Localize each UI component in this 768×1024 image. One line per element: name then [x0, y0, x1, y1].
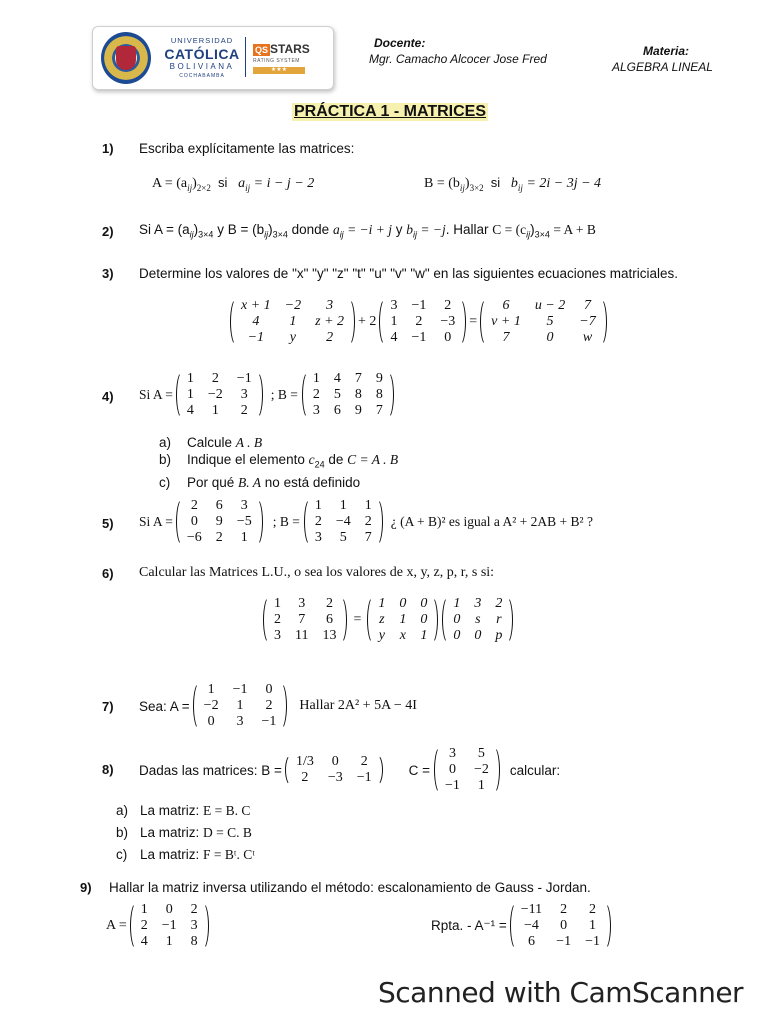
problem-7-matrix-a	[193, 682, 288, 730]
matrix-cell: 4	[140, 934, 148, 949]
matrix-cell: −4	[524, 918, 539, 933]
matrix-cell: 6	[527, 934, 535, 949]
problem-8-matrix-b	[285, 754, 383, 786]
matrix-cell: 3	[312, 403, 320, 418]
matrix-cell: 3	[240, 498, 248, 513]
matrix-cell: 1	[399, 612, 407, 627]
matrix-cell: 13	[322, 628, 337, 643]
matrix-cell: 1	[378, 596, 386, 611]
problem-6-matrix-1	[263, 596, 347, 644]
problem-4-items	[159, 434, 398, 491]
matrix-cell: z	[379, 612, 385, 627]
matrix-cell: 1	[589, 918, 597, 933]
matrix-cell: 3	[474, 596, 482, 611]
matrix-cell: 2	[415, 314, 423, 329]
problem-5-matrix-a	[176, 498, 263, 546]
problem-6-number: 6)	[102, 566, 114, 581]
problem-8-items	[116, 800, 255, 866]
matrix-cell: −6	[186, 530, 202, 545]
matrix-cell: 1	[390, 314, 398, 329]
matrix-cell: −3	[440, 314, 456, 329]
matrix-cell: −11	[520, 902, 543, 917]
problem-4-matrices: Si A = 1 2 −1 1 −2 3 4 1 2 ; B = 1 4 7 9 2 5 8 8 3 6 9 7	[139, 371, 394, 419]
matrix-cell: z + 2	[315, 314, 345, 329]
matrix-cell: −1	[261, 714, 277, 729]
logo-divider	[245, 37, 246, 77]
problem-2-text: Si $A = (a_{ij})_{3\times 4}$ y $B = (b_{ij})_{3\times 4}$ donde $a_{ij} = -i + j$ y $b_{ij} = -j$. Hallar $C = (c_{ij})_{3\times 4} = A + B$	[139, 222, 596, 240]
matrix-cell: −1	[232, 682, 248, 697]
university-logo	[92, 26, 334, 90]
matrix-cell: −1	[161, 918, 177, 933]
problem-9-text: Hallar la matriz inversa utilizando el método: escalonamiento de Gauss - Jordan.	[109, 880, 591, 895]
problem-5-number: 5)	[102, 516, 114, 531]
matrix-cell: 0	[453, 628, 461, 643]
matrix-cell: 7	[375, 403, 383, 418]
matrix-cell: 7	[502, 330, 510, 345]
matrix-cell: 4	[252, 314, 260, 329]
matrix-cell: 2	[215, 530, 223, 545]
problem-8-matrix-c	[434, 746, 500, 794]
matrix-cell: 9	[354, 403, 362, 418]
matrix-cell: 0	[331, 754, 339, 769]
matrix-cell: r	[496, 612, 502, 627]
matrix-cell: 1	[339, 498, 347, 513]
problem-6-matrix-l	[367, 596, 438, 644]
matrix-cell: 3	[326, 298, 334, 313]
matrix-cell: 0	[546, 330, 554, 345]
matrix-cell: −1	[585, 934, 600, 949]
camscanner-watermark: Scanned with CamScanner	[378, 976, 744, 1009]
matrix-cell: 1	[420, 628, 428, 643]
problem-4-matrix-a	[176, 371, 263, 419]
matrix-cell: 5	[477, 746, 485, 761]
matrix-cell: −3	[327, 770, 343, 785]
docente-name: Mgr. Camacho Alcocer Jose Fred	[369, 52, 547, 66]
matrix-cell: 9	[375, 371, 383, 386]
matrix-cell: 7	[584, 298, 591, 313]
matrix-cell: 0	[444, 330, 452, 345]
problem-9-number: 9)	[80, 880, 92, 895]
matrix-cell: 2	[364, 514, 372, 529]
problem-5-matrices: Si A = 2 6 3 0 9 −5 −6 2 1 ; B = 1 1 1 2 −4 2 3 5 7 ¿ (A + B)² es igual a A² + 2AB + B² ?	[139, 498, 593, 545]
matrix-cell: 5	[339, 530, 347, 545]
matrix-cell: 6	[325, 612, 333, 627]
matrix-cell: −2	[207, 387, 223, 402]
matrix-cell: 7	[298, 612, 306, 627]
matrix-cell: 0	[207, 714, 215, 729]
problem-1-matrix-a: $A = (a_{ij})_{2\times 2}$ si $a_{ij} = i - j - 2$	[152, 175, 315, 193]
problem-6-matrix-u	[442, 596, 513, 644]
matrix-cell: 3	[390, 298, 398, 313]
matrix-cell: y	[289, 330, 296, 345]
matrix-cell: 0	[399, 596, 407, 611]
materia-label: Materia:	[643, 44, 690, 58]
problem-7-number: 7)	[102, 699, 114, 714]
matrix-cell: −4	[335, 514, 351, 529]
matrix-cell: s	[475, 612, 481, 627]
matrix-cell: 1	[236, 698, 244, 713]
matrix-cell: 2	[326, 330, 334, 345]
problem-9-inverse-matrix	[510, 902, 611, 950]
problem-3-equation: x + 1 −2 3 4 1 z + 2 −1 y 2 + 2 3 −1 2 1 2 −3 4 −1 0 = 6 u − 2 7 v + 1 5 −7 7 0 w	[230, 298, 607, 346]
matrix-cell: 1	[186, 371, 194, 386]
matrix-cell: 0	[448, 762, 456, 777]
matrix-cell: 1	[289, 314, 297, 329]
matrix-cell: 3	[298, 596, 306, 611]
matrix-cell: 8	[190, 934, 198, 949]
matrix-cell: −1	[356, 770, 372, 785]
matrix-cell: 1	[207, 682, 215, 697]
problem-3-matrix-2	[379, 298, 466, 346]
matrix-cell: 3	[236, 714, 244, 729]
matrix-cell: −2	[203, 698, 219, 713]
list-item: a) La matriz: E = B. C	[116, 803, 251, 818]
problem-8-matrices: Dadas las matrices: B = 1/3 0 2 2 −3 −1 C = 3 5 0 −2 −1 1 calcular:	[139, 746, 561, 793]
matrix-cell: u − 2	[534, 298, 566, 313]
matrix-cell: −1	[236, 371, 252, 386]
matrix-cell: 6	[502, 298, 510, 313]
problem-9-matrix-a	[130, 902, 209, 950]
matrix-cell: 7	[364, 530, 372, 545]
matrix-cell: −1	[411, 330, 427, 345]
matrix-cell: −2	[473, 762, 489, 777]
matrix-cell: 0	[165, 902, 173, 917]
list-item: c) La matriz: F = Bᵗ. Cᵗ	[116, 847, 255, 862]
matrix-cell: 1	[453, 596, 461, 611]
matrix-cell: 3	[240, 387, 248, 402]
matrix-cell: y	[378, 628, 385, 643]
matrix-cell: 4	[186, 403, 194, 418]
matrix-cell: 0	[560, 918, 568, 933]
matrix-cell: 1	[274, 596, 281, 611]
problem-1-matrix-b: $B = (b_{ij})_{3\times 2}$ si $b_{ij} = 2i - 3j - 4$	[424, 175, 602, 193]
matrix-cell: v + 1	[491, 314, 521, 329]
problem-4-matrix-b	[302, 371, 394, 419]
matrix-cell: 4	[390, 330, 398, 345]
matrix-cell: 2	[190, 902, 198, 917]
matrix-cell: 5	[546, 314, 554, 329]
problem-3-text: Determine los valores de "x" "y" "z" "t" "u" "v" "w" en las siguientes ecuaciones matriciales.	[139, 266, 679, 281]
page-title: PRÁCTICA 1 - MATRICES	[294, 103, 486, 120]
matrix-cell: 1	[211, 403, 219, 418]
university-seal-icon	[101, 32, 151, 84]
problem-1-text: Escriba explícitamente las matrices:	[139, 141, 355, 156]
matrix-cell: 1	[312, 371, 320, 386]
matrix-cell: −1	[247, 330, 265, 345]
matrix-cell: 2	[325, 596, 333, 611]
matrix-cell: 7	[354, 371, 362, 386]
matrix-cell: 3	[448, 746, 456, 761]
matrix-cell: 1	[314, 498, 322, 513]
problem-7-matrix: Sea: A = 1 −1 0 −2 1 2 0 3 −1 Hallar 2A² + 5A − 4I	[139, 682, 417, 729]
matrix-cell: 2	[312, 387, 320, 402]
matrix-cell: 2	[444, 298, 452, 313]
problem-6-equation: 1 3 2 2 7 6 3 11 13 = 1 0 0 z 1 0 y x 1 1 3 2 0 s r 0 0 p	[263, 596, 513, 644]
matrix-cell: 1/3	[295, 754, 314, 769]
matrix-cell: −1	[556, 934, 572, 949]
problem-2-number: 2)	[102, 224, 114, 239]
matrix-cell: 2	[265, 698, 273, 713]
matrix-cell: 3	[274, 628, 281, 643]
matrix-cell: 4	[333, 371, 341, 386]
matrix-cell: p	[495, 628, 503, 643]
materia-name: ALGEBRA LINEAL	[612, 60, 713, 74]
matrix-cell: 0	[265, 682, 273, 697]
matrix-cell: 6	[215, 498, 223, 513]
matrix-cell: 0	[190, 514, 198, 529]
university-name: UNIVERSIDAD CATÓLICA BOLIVIANA COCHABAMBA	[164, 36, 240, 79]
list-item: c) Por qué B. A no está definido	[159, 474, 361, 490]
matrix-cell: 1	[140, 902, 148, 917]
matrix-cell: 2	[211, 371, 219, 386]
matrix-cell: 3	[314, 530, 322, 545]
matrix-cell: 0	[474, 628, 482, 643]
matrix-cell: 1	[186, 387, 194, 402]
matrix-cell: −1	[411, 298, 427, 313]
matrix-cell: 8	[375, 387, 383, 402]
matrix-cell: 2	[560, 902, 568, 917]
matrix-cell: 1	[364, 498, 372, 513]
matrix-cell: 0	[420, 596, 428, 611]
problem-1-number: 1)	[102, 141, 114, 156]
matrix-cell: 2	[140, 918, 148, 933]
matrix-cell: 2	[589, 902, 597, 917]
problem-3-number: 3)	[102, 266, 114, 281]
matrix-cell: 11	[295, 628, 309, 643]
list-item: a) Calcule A . B	[159, 435, 263, 450]
docente-label: Docente:	[374, 36, 426, 50]
matrix-cell: −5	[236, 514, 252, 529]
matrix-cell: 8	[354, 387, 362, 402]
matrix-cell: x	[399, 628, 406, 643]
matrix-cell: 6	[333, 403, 341, 418]
matrix-cell: 1	[165, 934, 173, 949]
problem-5-matrix-b	[304, 498, 383, 546]
list-item: b) La matriz: D = C. B	[116, 825, 252, 840]
matrix-cell: 2	[360, 754, 368, 769]
matrix-cell: 5	[333, 387, 341, 402]
matrix-cell: −2	[284, 298, 302, 313]
problem-8-number: 8)	[102, 762, 114, 777]
matrix-cell: 2	[301, 770, 309, 785]
matrix-cell: 0	[420, 612, 428, 627]
matrix-cell: 2	[240, 403, 248, 418]
matrix-cell: w	[582, 330, 593, 345]
matrix-cell: 1	[477, 778, 485, 793]
problem-3-matrix-3	[480, 298, 607, 346]
problem-6-text: Calcular las Matrices L.U., o sea los valores de x, y, z, p, r, s si:	[139, 565, 495, 580]
problem-9-answer: Rpta. - A⁻¹ = −11 2 2 −4 0 1 6 −1 −1	[431, 902, 611, 950]
matrix-cell: 2	[314, 514, 322, 529]
matrix-cell: −1	[445, 778, 460, 793]
problem-9-matrix: A = 1 0 2 2 −1 3 4 1 8	[106, 902, 209, 950]
problem-4-number: 4)	[102, 389, 114, 404]
qs-stars-logo: QS STARS RATING SYSTEM ★★★	[253, 42, 310, 73]
list-item: b) Indique el elemento $c_{24}$ de C = A . B	[159, 452, 399, 470]
matrix-cell: 2	[190, 498, 198, 513]
matrix-cell: 3	[190, 918, 198, 933]
matrix-cell: 0	[453, 612, 461, 627]
problem-3-matrix-1	[230, 298, 355, 346]
matrix-cell: 9	[215, 514, 223, 529]
matrix-cell: −7	[579, 314, 596, 329]
matrix-cell: 2	[495, 596, 503, 611]
matrix-cell: 1	[240, 530, 248, 545]
matrix-cell: 2	[274, 612, 281, 627]
matrix-cell: x + 1	[241, 298, 271, 313]
